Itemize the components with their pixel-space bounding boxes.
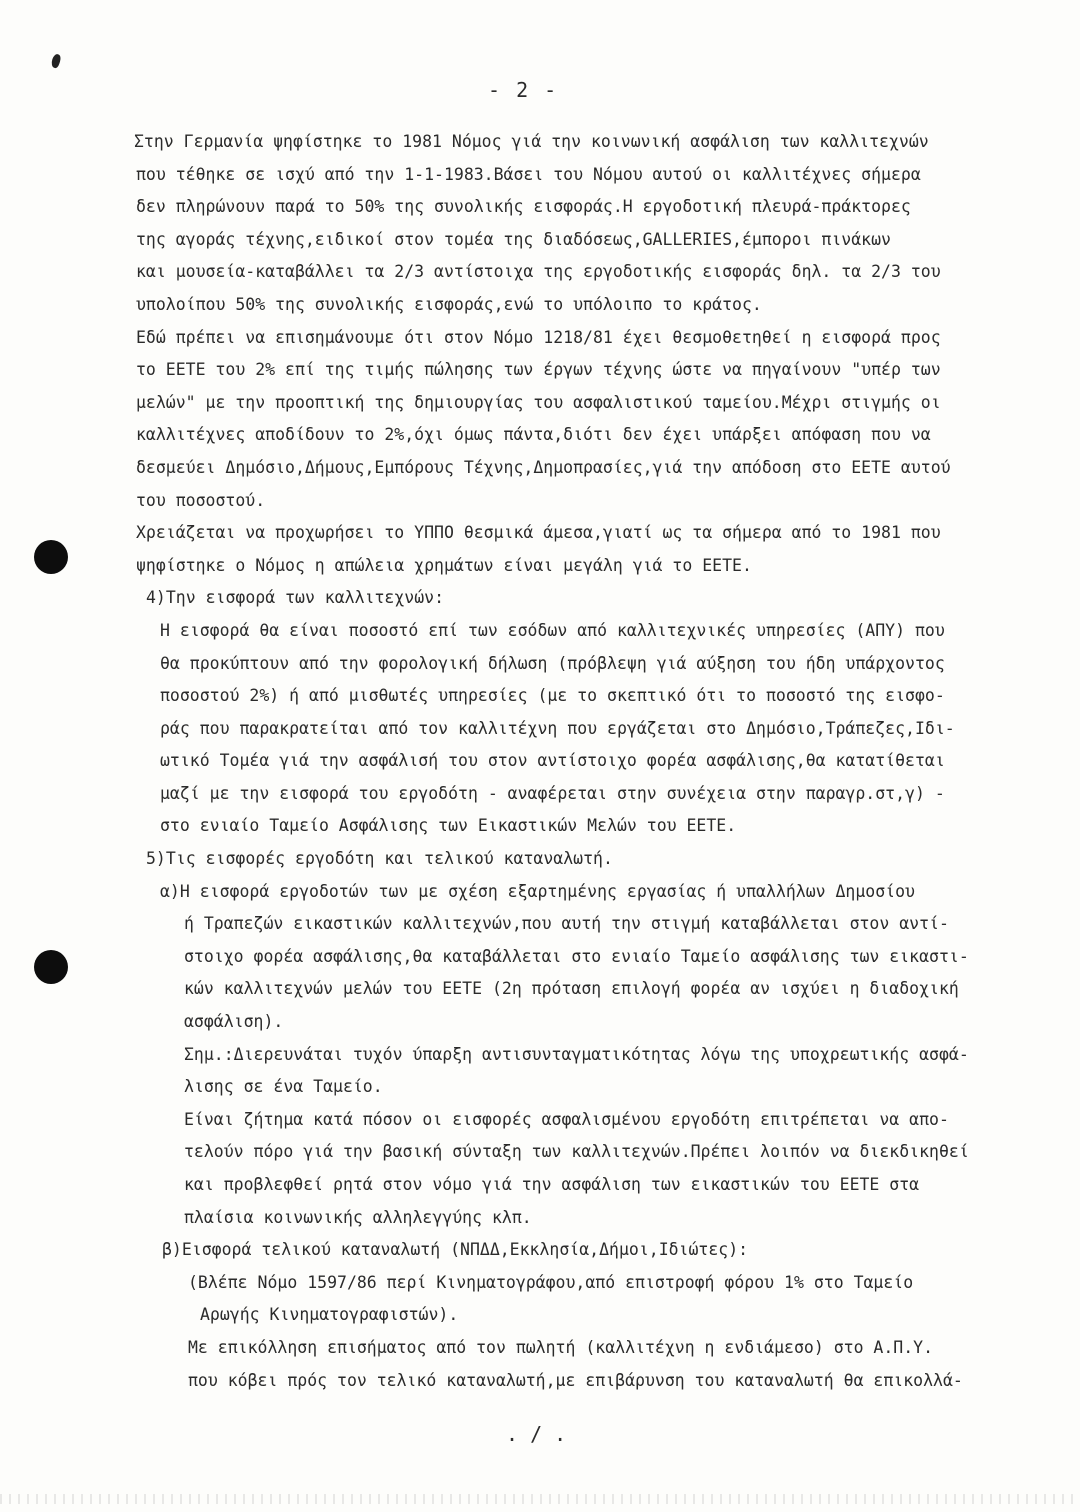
text-line: Εδώ πρέπει να επισημάνουμε ότι στον Νόμο 1218/81 έχει θεσμοθετηθεί η εισφορά προς — [136, 327, 941, 347]
page-number: - 2 - — [488, 78, 559, 102]
text-line: της αγοράς τέχνης,ειδικοί στον τομέα της διαδόσεως,GALLERIES,έμποροι πινάκων — [136, 229, 891, 249]
text-line: υπολοίπου 50% της συνολικής εισφοράς,ενώ το υπόλοιπο το κράτος. — [136, 294, 762, 314]
text-line: τελούν πόρο γιά την βασική σύνταξη των καλλιτεχνών.Πρέπει λοιπόν να διεκδικηθεί — [184, 1142, 969, 1162]
text-line: ασφάλιση). — [184, 1012, 284, 1032]
text-line: Χρειάζεται να προχωρήσει το ΥΠΠΟ θεσμικά άμεσα,γιατί ως τα σήμερα από το 1981 που — [136, 523, 941, 543]
text-line: θα προκύπτουν από την φορολογική δήλωση (πρόβλεψη γιά αύξηση του ήδη υπάρχοντος — [160, 653, 945, 673]
text-line: δεσμεύει Δημόσιο,Δήμους,Εμπόρους Τέχνης,Δημοπρασίες,γιά την απόδοση στο ΕΕΤΕ αυτού — [136, 457, 951, 477]
note-line: Σημ.:Διερευνάται τυχόν ύπαρξη αντισυνταγματικότητας λόγω της υποχρεωτικής ασφά- — [184, 1044, 969, 1064]
text-line: στοιχο φορέα ασφάλισης,θα καταβάλλεται στο ενιαίο Ταμείο ασφάλισης των εικαστι- — [184, 946, 969, 966]
text-line: κών καλλιτεχνών μελών του ΕΕΤΕ (2η πρόταση επιλογή φορέα αν ισχύει η διαδοχική — [184, 979, 959, 999]
text-line: ποσοστού 2%) ή από μισθωτές υπηρεσίες (με το σκεπτικό ότι το ποσοστό της εισφο- — [160, 686, 945, 706]
text-line: Αρωγής Κινηματογραφιστών). — [200, 1305, 459, 1325]
note-line: λισης σε ένα Ταμείο. — [184, 1077, 383, 1097]
scan-noise — [0, 1494, 1080, 1504]
text-line: ράς που παρακρατείται από τον καλλιτέχνη που εργάζεται στο Δημόσιο,Τράπεζες,Ιδι- — [160, 718, 955, 738]
text-line: και προβλεφθεί ρητά στον νόμο γιά την ασφάλιση των εικαστικών του ΕΕΤΕ στα — [184, 1175, 920, 1194]
text-line: και μουσεία-καταβάλλει τα 2/3 αντίστοιχα της εργοδοτικής εισφοράς δηλ. τα 2/3 του — [136, 262, 941, 282]
text-line: Η εισφορά θα είναι ποσοστό επί των εσόδων από καλλιτεχνικές υπηρεσίες (ΑΠΥ) που — [160, 620, 945, 640]
text-line: δεν πληρώνουν παρά το 50% της συνολικής εισφοράς.Η εργοδοτική πλευρά-πράκτορες — [136, 197, 911, 217]
text-line: πλαίσια κοινωνικής αλληλεγγύης κλπ. — [184, 1207, 532, 1227]
continuation-mark: . / . — [506, 1422, 567, 1446]
section-heading: 4)Την εισφορά των καλλιτεχνών: — [146, 588, 445, 608]
text-line: (Βλέπε Νόμο 1597/86 περί Κινηματογράφου,από επιστροφή φόρου 1% στο Ταμείο — [188, 1272, 914, 1292]
text-line: Με επικόλληση επισήματος από τον πωλητή (καλλιτέχνη η ενδιάμεσο) στο Α.Π.Υ. — [188, 1337, 934, 1357]
text-line: στο ενιαίο Ταμείο Ασφάλισης των Εικαστικών Μελών του ΕΕΤΕ. — [160, 816, 737, 836]
text-line: μαζί με την εισφορά του εργοδότη - αναφέρεται στην συνέχεια στην παραγρ.στ,γ) - — [160, 783, 945, 803]
text-line: που τέθηκε σε ισχύ από την 1-1-1983.Βάσει του Νόμου αυτού οι καλλιτέχνες σήμερα — [136, 164, 921, 184]
text-line: ωτικό Τομέα γιά την ασφάλισή του στον αντίστοιχο φορέα ασφάλισης,θα κατατίθεται — [160, 751, 945, 771]
text-line: μελών" με την προοπτική της δημιουργίας του ασφαλιστικού ταμείου.Μέχρι στιγμής οι — [136, 392, 941, 412]
text-line: καλλιτέχνες αποδίδουν το 2%,όχι όμως πάντα,διότι δεν έχει υπάρξει απόφαση που να — [136, 425, 931, 445]
subsection-heading: α)Η εισφορά εργοδοτών των με σχέση εξαρτημένης εργασίας ή υπαλλήλων Δημοσίου — [160, 881, 915, 901]
text-line: που κόβει πρός τον τελικό καταναλωτή,με επιβάρυνση του καταναλωτή θα επικολλά- — [188, 1370, 963, 1390]
text-line: ή Τραπεζών εικαστικών καλλιτεχνών,που αυτή την στιγμή καταβάλλεται στον αντί- — [184, 914, 949, 934]
subsection-heading: β)Εισφορά τελικού καταναλωτή (ΝΠΔΔ,Εκκλησία,Δήμοι,Ιδιώτες): — [162, 1240, 749, 1260]
text-line: Στην Γερμανία ψηφίστηκε το 1981 Νόμος γιά την κοινωνική ασφάλιση των καλλιτεχνών — [134, 132, 929, 151]
text-line: Είναι ζήτημα κατά πόσον οι εισφορές ασφαλισμένου εργοδότη επιτρέπεται να απο- — [184, 1109, 949, 1129]
ink-mark — [50, 53, 62, 69]
section-heading: 5)Τις εισφορές εργοδότη και τελικού καταναλωτή. — [146, 849, 613, 869]
text-line: του ποσοστού. — [136, 490, 266, 510]
text-line: ψηφίστηκε ο Νόμος η απώλεια χρημάτων είναι μεγάλη γιά το ΕΕΤΕ. — [136, 555, 752, 575]
body-text — [0, 126, 1080, 1397]
text-line: το ΕΕΤΕ του 2% επί της τιμής πώλησης των έργων τέχνης ώστε να πηγαίνουν "υπέρ των — [136, 360, 941, 380]
